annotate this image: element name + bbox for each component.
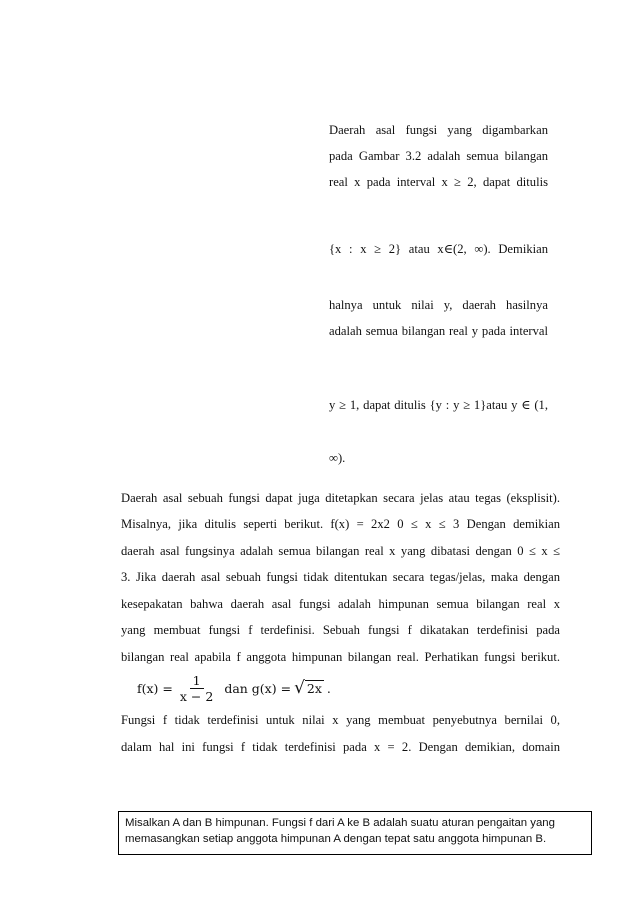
- right-col-line-4: {x : x ≥ 2} atau x∈(2, ∞). Demikian: [329, 242, 548, 256]
- formula-end: .: [326, 680, 331, 696]
- formula-f-lhs: f(x) =: [137, 680, 173, 696]
- right-col-line-2: pada Gambar 3.2 adalah semua bilangan: [329, 149, 548, 163]
- paragraph1-line-5: kesepakatan bahwa daerah asal fungsi adalah himpunan semua bilangan real x: [121, 597, 560, 611]
- definition-box: [118, 811, 592, 855]
- right-col-line-6: adalah semua bilangan real y pada interval: [329, 324, 548, 338]
- paragraph1-line-2: Misalnya, jika ditulis seperti berikut. f(x) = 2x2 0 ≤ x ≤ 3 Dengan demikian: [121, 517, 560, 531]
- formula-fraction: [177, 673, 216, 704]
- formula-numerator: 1: [190, 673, 204, 689]
- paragraph1-line-7: bilangan real apabila f anggota himpunan bilangan real. Perhatikan fungsi berikut.: [121, 650, 560, 664]
- right-col-line-8: ∞).: [329, 451, 346, 465]
- right-col-line-3: real x pada interval x ≥ 2, dapat ditulis: [329, 175, 548, 189]
- definition-line-1: Misalkan A dan B himpunan. Fungsi f dari A ke B adalah suatu aturan pengaitan yang: [125, 817, 555, 829]
- paragraph1-line-6: yang membuat fungsi f terdefinisi. Sebuah fungsi f dikatakan terdefinisi pada: [121, 623, 560, 637]
- sqrt-icon: √: [294, 678, 305, 698]
- definition-line-2: memasangkan setiap anggota himpunan A dengan tepat satu anggota himpunan B.: [125, 833, 547, 845]
- right-col-line-5: halnya untuk nilai y, daerah hasilnya: [329, 298, 548, 312]
- formula-radicand: 2x: [306, 681, 322, 696]
- right-col-line-1: Daerah asal fungsi yang digambarkan: [329, 123, 548, 137]
- right-col-line-7: y ≥ 1, dapat ditulis {y : y ≥ 1}atau y ∈ (1,: [329, 398, 548, 412]
- formula-denominator: x − 2: [179, 688, 214, 704]
- paragraph2-line-1: Fungsi f tidak terdefinisi untuk nilai x yang membuat penyebutnya bernilai 0,: [121, 713, 560, 727]
- paragraph1-line-3: daerah asal fungsinya adalah semua bilangan real x yang dibatasi dengan 0 ≤ x ≤: [121, 544, 560, 558]
- paragraph1-line-4: 3. Jika daerah asal sebuah fungsi tidak ditentukan secara tegas/jelas, maka dengan: [121, 570, 560, 584]
- function-formula: [137, 668, 331, 708]
- formula-sqrt: [294, 679, 324, 697]
- paragraph2-line-2: dalam hal ini fungsi f tidak terdefinisi pada x = 2. Dengan demikian, domain: [121, 740, 560, 754]
- formula-connector: dan g(x) =: [224, 680, 292, 696]
- paragraph1-line-1: Daerah asal sebuah fungsi dapat juga ditetapkan secara jelas atau tegas (eksplisit).: [121, 491, 560, 505]
